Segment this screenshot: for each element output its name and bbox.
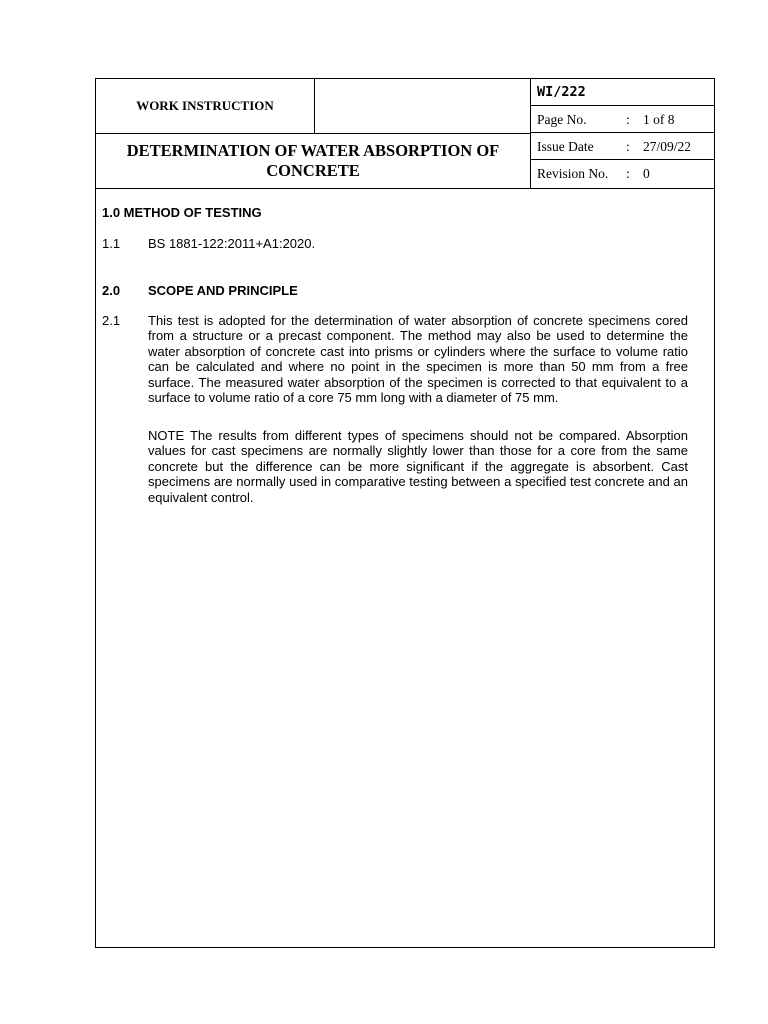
document-body-frame bbox=[95, 189, 715, 948]
document-header bbox=[95, 78, 715, 189]
item-2-1-number: 2.1 bbox=[102, 313, 121, 328]
issue-date-separator: : bbox=[626, 139, 630, 154]
page-number-row bbox=[531, 106, 714, 133]
page-number-label: Page No. bbox=[537, 112, 587, 127]
revision-row bbox=[531, 160, 714, 187]
issue-date-row bbox=[531, 133, 714, 160]
revision-label: Revision No. bbox=[537, 166, 609, 181]
document-title: DETERMINATION OF WATER ABSORPTION OF CONCRETE bbox=[96, 134, 531, 188]
item-1-1-number: 1.1 bbox=[102, 236, 121, 251]
section-1-heading: 1.0 METHOD OF TESTING bbox=[102, 205, 262, 220]
revision-separator: : bbox=[626, 166, 630, 181]
page-number-value: 1 of 8 bbox=[643, 112, 675, 127]
issue-date-label: Issue Date bbox=[537, 139, 594, 154]
revision-value: 0 bbox=[643, 166, 650, 181]
header-blank-cell bbox=[315, 79, 531, 134]
section-2-heading: SCOPE AND PRINCIPLE bbox=[148, 283, 298, 298]
issue-date-value: 27/09/22 bbox=[643, 139, 692, 154]
scope-paragraph: This test is adopted for the determination of water absorption of concrete specimens cored from a structure or a precast component. The method may also be used to determine the water absorption of concrete cast into prisms or cylinders where the surface to volume ratio can be calculated and where no point in the specimen is more than 50 mm from a free surface. The measured water absorption of the specimen is corrected to that equivalent to a surface to volume ratio of a core 75 mm long with a diameter of 75 mm. bbox=[148, 313, 688, 406]
page-number-separator: : bbox=[626, 112, 630, 127]
item-1-1-text: BS 1881-122:2011+A1:2020. bbox=[148, 236, 316, 251]
note-paragraph: NOTE The results from different types of specimens should not be compared. Absorption values for cast specimens are normally slightly lower than those for a core from the same concrete but the difference can be more significant if the aggregate is absorbent. Cast specimens are normally used in comparative testing between a specified test concrete and an equivalent control. bbox=[148, 428, 688, 505]
document-number: WI/222 bbox=[531, 79, 714, 106]
work-instruction-label: WORK INSTRUCTION bbox=[96, 79, 315, 134]
section-2-number: 2.0 bbox=[102, 283, 121, 298]
